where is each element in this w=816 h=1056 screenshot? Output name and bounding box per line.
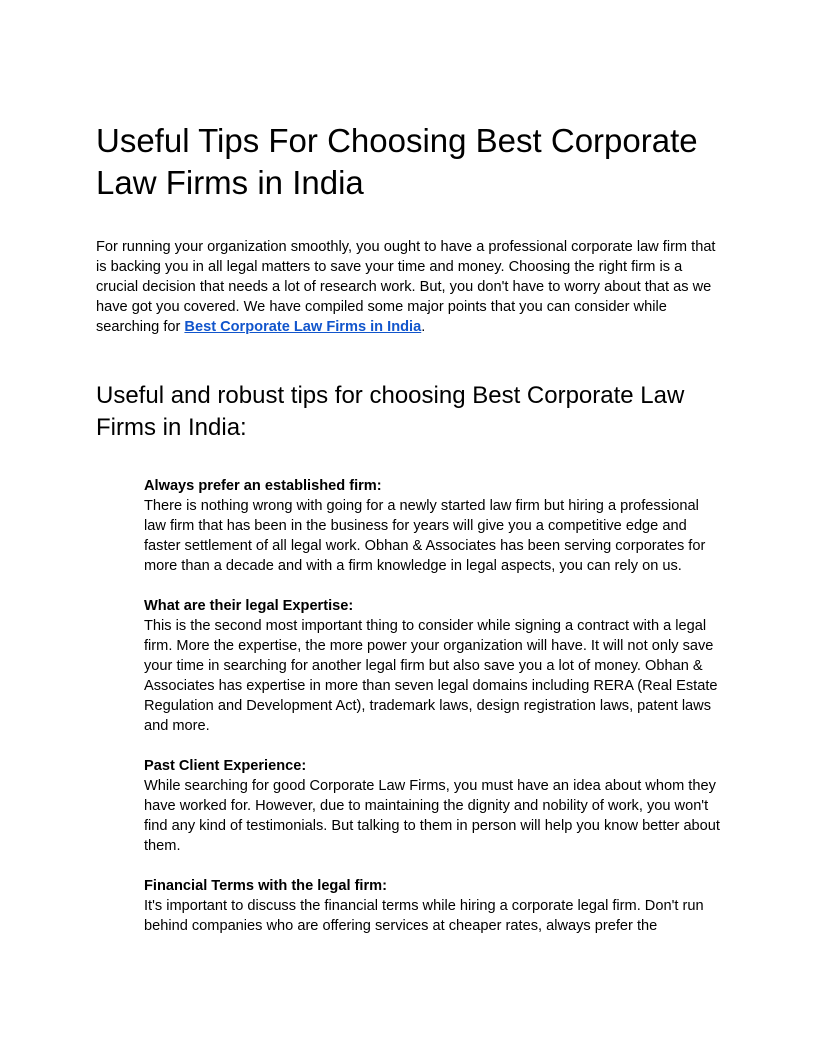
intro-end: . <box>421 319 426 335</box>
tip-title: Financial Terms with the legal firm: <box>144 878 388 894</box>
intro-text: For running your organization smoothly, you ought to have a professional corporate law firm that is backing you in all legal matters to save your time and money. Choosing the right firm is a crucial decision that needs a lot of research work. But, you don't have to worry about that as we have got you covered. We have compiled some major points that you can consider while searching for <box>96 239 716 335</box>
tip-body: It's important to discuss the financial terms while hiring a corporate legal firm. Don't run behind companies who are offering services at cheaper rates, always prefer the <box>144 898 704 934</box>
intro-paragraph <box>96 237 724 337</box>
tip-item <box>144 876 724 936</box>
section-heading: Useful and robust tips for choosing Best Corporate Law Firms in India: <box>96 382 685 441</box>
tip-item <box>144 756 724 856</box>
tip-body: While searching for good Corporate Law Firms, you must have an idea about whom they have worked for. However, due to maintaining the dignity and nobility of work, you won't find any kind of testimonials. But talking to them in person will help you know better about them. <box>144 778 720 854</box>
tip-title: Past Client Experience: <box>144 758 307 774</box>
tip-body: This is the second most important thing to consider while signing a contract with a legal firm. More the expertise, the more power your organization will have. It will not only save your time in searching for another legal firm but also save you a lot of money. Obhan & Associates has expertise in more than seven legal domains including RERA (Real Estate Regulation and Development Act), trademark laws, design registration laws, patent laws and more. <box>144 618 718 734</box>
tip-body: There is nothing wrong with going for a newly started law firm but hiring a professional law firm that has been in the business for years will give you a competitive edge and faster settlement of all legal work. Obhan & Associates has been serving corporates for more than a decade and with a firm knowledge in legal aspects, you can rely on us. <box>144 498 706 574</box>
tips-list <box>144 476 724 956</box>
tip-title: What are their legal Expertise: <box>144 598 354 614</box>
corporate-law-firms-link[interactable]: Best Corporate Law Firms in India <box>184 319 422 335</box>
tip-title: Always prefer an established firm: <box>144 478 382 494</box>
tip-item <box>144 596 724 736</box>
tip-item <box>144 476 724 576</box>
page-title: Useful Tips For Choosing Best Corporate Law Firms in India <box>96 122 698 201</box>
